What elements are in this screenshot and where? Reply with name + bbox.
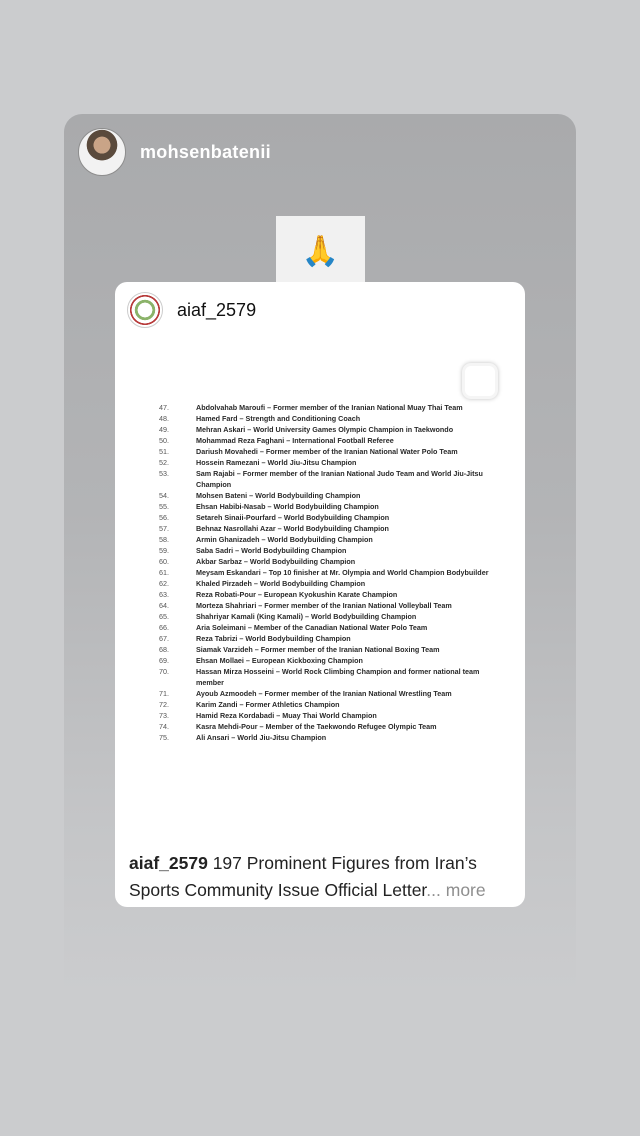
list-item [159, 644, 499, 655]
list-item [159, 545, 499, 556]
list-item-number: 62. [159, 579, 169, 588]
list-item-text: Abdolvahab Maroufi – Former member of the Iranian National Muay Thai Team [196, 403, 463, 412]
list-item-number: 52. [159, 458, 169, 467]
list-item-text: Mohsen Bateni – World Bodybuilding Champion [196, 491, 361, 500]
list-item [159, 578, 499, 589]
list-item [159, 721, 499, 732]
list-item-number: 65. [159, 612, 169, 621]
list-item [159, 512, 499, 523]
list-item-number: 64. [159, 601, 169, 610]
list-item-text: Ehsan Habibi-Nasab – World Bodybuilding Champion [196, 502, 379, 511]
list-item-text: Akbar Sarbaz – World Bodybuilding Champion [196, 557, 356, 566]
list-item [159, 534, 499, 545]
list-item-text: Saba Sadri – World Bodybuilding Champion [196, 546, 347, 555]
list-item-text: Hossein Ramezani – World Jiu-Jitsu Champion [196, 458, 357, 467]
list-item-number: 47. [159, 403, 169, 412]
list-item-text: Meysam Eskandari – Top 10 finisher at Mr. Olympia and World Champion Bodybuilder [196, 568, 489, 577]
list-item [159, 600, 499, 611]
list-item [159, 556, 499, 567]
caption-username[interactable]: aiaf_2579 [129, 853, 208, 873]
post-caption[interactable] [129, 850, 514, 904]
list-item-text: Behnaz Nasrollahi Azar – World Bodybuilding Champion [196, 524, 389, 533]
list-item-number: 75. [159, 733, 169, 742]
list-item-number: 68. [159, 645, 169, 654]
list-item-number: 50. [159, 436, 169, 445]
caption-text: 197 Prominent Figures from Iran’s Sports Community Issue Official Letter [129, 853, 477, 900]
list-item-text: Mohammad Reza Faghani – International Football Referee [196, 436, 394, 445]
list-item [159, 655, 499, 666]
list-item [159, 611, 499, 622]
list-item-number: 59. [159, 546, 169, 555]
story-username[interactable]: mohsenbatenii [140, 141, 271, 162]
story-header [78, 128, 271, 176]
list-item-text: Mehran Askari – World University Games Olympic Champion in Taekwondo [196, 425, 454, 434]
list-item-number: 60. [159, 557, 169, 566]
list-item-text: Siamak Varzideh – Former member of the Iranian National Boxing Team [196, 645, 440, 654]
list-item-number: 71. [159, 689, 169, 698]
list-item-number: 67. [159, 634, 169, 643]
list-item [159, 501, 499, 512]
list-item-number: 54. [159, 491, 169, 500]
list-item [159, 402, 499, 413]
caption-more-link[interactable]: ... more [426, 880, 486, 900]
list-item [159, 633, 499, 644]
list-item-number: 51. [159, 447, 169, 456]
list-item [159, 413, 499, 424]
list-item [159, 567, 499, 578]
list-item-text: Setareh Sinaii-Pourfard – World Bodybuilding Champion [196, 513, 390, 522]
post-header [127, 292, 256, 328]
list-item-text: Khaled Pirzadeh – World Bodybuilding Champion [196, 579, 366, 588]
reaction-sticker [276, 216, 365, 286]
list-item-text: Kasra Mehdi-Pour – Member of the Taekwondo Refugee Olympic Team [196, 722, 437, 731]
list-item-number: 63. [159, 590, 169, 599]
list-item-number: 49. [159, 425, 169, 434]
letter-list [159, 402, 499, 743]
list-item-text: Shahriyar Kamali (King Kamali) – World Bodybuilding Champion [196, 612, 417, 621]
list-item-text: Sam Rajabi – Former member of the Iranian National Judo Team and World Jiu-Jitsu Champion [196, 469, 483, 489]
list-item-number: 74. [159, 722, 169, 731]
list-item [159, 732, 499, 743]
list-item [159, 468, 499, 490]
list-item [159, 523, 499, 534]
list-item [159, 589, 499, 600]
list-item [159, 688, 499, 699]
list-item-text: Dariush Movahedi – Former member of the Iranian National Water Polo Team [196, 447, 458, 456]
list-item [159, 622, 499, 633]
list-item-text: Armin Ghanizadeh – World Bodybuilding Champion [196, 535, 373, 544]
list-item-number: 69. [159, 656, 169, 665]
list-item-text: Ali Ansari – World Jiu-Jitsu Champion [196, 733, 327, 742]
list-item-text: Reza Robati-Pour – European Kyokushin Karate Champion [196, 590, 398, 599]
list-item [159, 666, 499, 688]
list-item [159, 435, 499, 446]
list-item-number: 48. [159, 414, 169, 423]
list-item [159, 699, 499, 710]
list-item-text: Hamed Fard – Strength and Conditioning Coach [196, 414, 361, 423]
post-username[interactable]: aiaf_2579 [177, 299, 257, 320]
list-item-text: Hamid Reza Kordabadi – Muay Thai World Champion [196, 711, 377, 720]
post-avatar[interactable] [127, 292, 163, 328]
list-item-number: 72. [159, 700, 169, 709]
list-item-text: Morteza Shahriari – Former member of the Iranian National Volleyball Team [196, 601, 452, 610]
list-item-text: Aria Soleimani – Member of the Canadian National Water Polo Team [196, 623, 428, 632]
list-item-number: 70. [159, 667, 169, 676]
list-item-number: 58. [159, 535, 169, 544]
list-item [159, 424, 499, 435]
list-item-number: 73. [159, 711, 169, 720]
list-item [159, 457, 499, 468]
list-item-number: 66. [159, 623, 169, 632]
list-item-number: 53. [159, 469, 169, 478]
list-item [159, 710, 499, 721]
list-item-number: 56. [159, 513, 169, 522]
list-item-number: 57. [159, 524, 169, 533]
list-item [159, 446, 499, 457]
praying-hands-emoji: 🙏 [301, 234, 340, 268]
shared-post-card[interactable] [115, 282, 525, 907]
carousel-indicator-icon [462, 363, 498, 399]
list-item-number: 61. [159, 568, 169, 577]
list-item-number: 55. [159, 502, 169, 511]
list-item-text: Ehsan Mollaei – European Kickboxing Champion [196, 656, 363, 665]
story-avatar[interactable] [78, 128, 126, 176]
list-item [159, 490, 499, 501]
list-item-text: Hassan Mirza Hosseini – World Rock Climbing Champion and former national team member [196, 667, 480, 687]
list-item-text: Ayoub Azmoodeh – Former member of the Iranian National Wrestling Team [196, 689, 452, 698]
list-item-text: Karim Zandi – Former Athletics Champion [196, 700, 340, 709]
list-item-text: Reza Tabrizi – World Bodybuilding Champion [196, 634, 351, 643]
